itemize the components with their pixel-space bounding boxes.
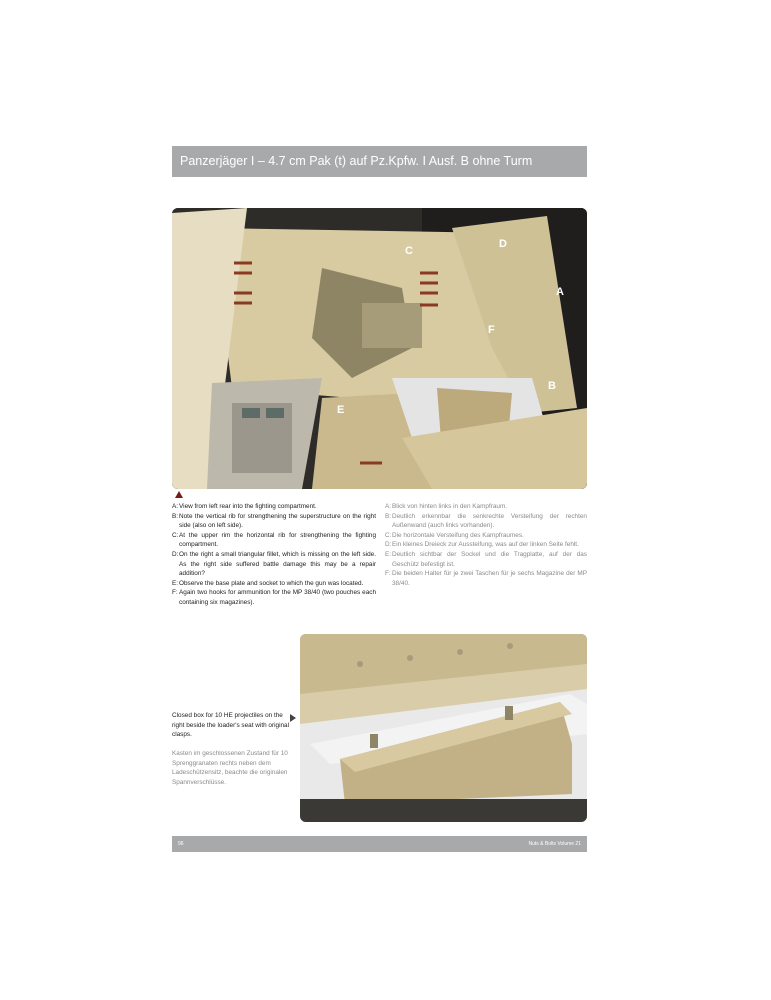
marker-b: B [548,380,556,392]
caption-item: F: Die beiden Halter für je zwei Taschen für je sechs Magazine der MP 38/40. [385,570,587,587]
caption-item: F: Again two hooks for ammunition for the MP 38/40 (two pouches each containing six magazines). [172,589,376,606]
caption-item: A: View from left rear into the fighting compartment. [172,503,317,510]
captions-german [385,502,587,588]
caption-item: D: On the right a small triangular fillet, which is missing on the left side. As the right side suffered battle damage this may be a repair addition? [172,550,376,578]
caption-pointer-right-icon [290,714,296,722]
marker-a: A [556,286,564,298]
caption-pointer-icon [175,491,183,498]
caption-item: B: Deutlich erkennbar die senkrechte Versteifung der rechten Außenwand (auch links vorhanden). [385,512,587,530]
marker-f: F [488,324,495,336]
caption-item: E: Observe the base plate and socket to which the gun was located. [172,579,364,587]
marker-d: D [499,238,507,250]
marker-c: C [405,245,413,257]
publication-name: Nuts & Bolts Volume 21 [528,841,581,847]
marker-e: E [337,404,345,416]
page-title: Panzerjäger I – 4.7 cm Pak (t) auf Pz.Kpfw. I Ausf. B ohne Turm [172,146,587,177]
page-number: 96 [178,841,184,847]
caption-item: B: Note the vertical rib for strengthening the superstructure on the right side (also on left side). [172,512,376,530]
ammo-box-caption-english: Closed box for 10 HE projectiles on the right beside the loader's seat with original clasps. [172,712,290,739]
caption-item: C: Die horizontale Versteifung des Kampfraumes. [385,531,524,539]
ammo-box-image [300,634,587,822]
ammo-box-caption-german: Kasten im geschlossenen Zustand für 10 Sprenggranaten rechts neben dem Ladeschützensitz, beachte die originalen Spannverschlüsse. [172,750,288,786]
caption-item: C: At the upper rim the horizontal rib for strengthening the fighting compartment. [172,531,376,549]
caption-item: A: Blick von hinten links in den Kampfraum. [385,503,508,510]
ammo-box-photo [300,634,587,822]
caption-item: D: Ein kleines Dreieck zur Aussteifung, was auf der linken Seite fehlt. [385,541,579,549]
fighting-compartment-image [172,208,587,489]
captions-english [172,502,376,608]
fighting-compartment-photo [172,208,587,489]
page-footer [172,836,587,852]
caption-item: E: Deutlich sichtbar der Sockel und die Tragplatte, auf der das Geschütz befestigt ist. [385,550,587,568]
